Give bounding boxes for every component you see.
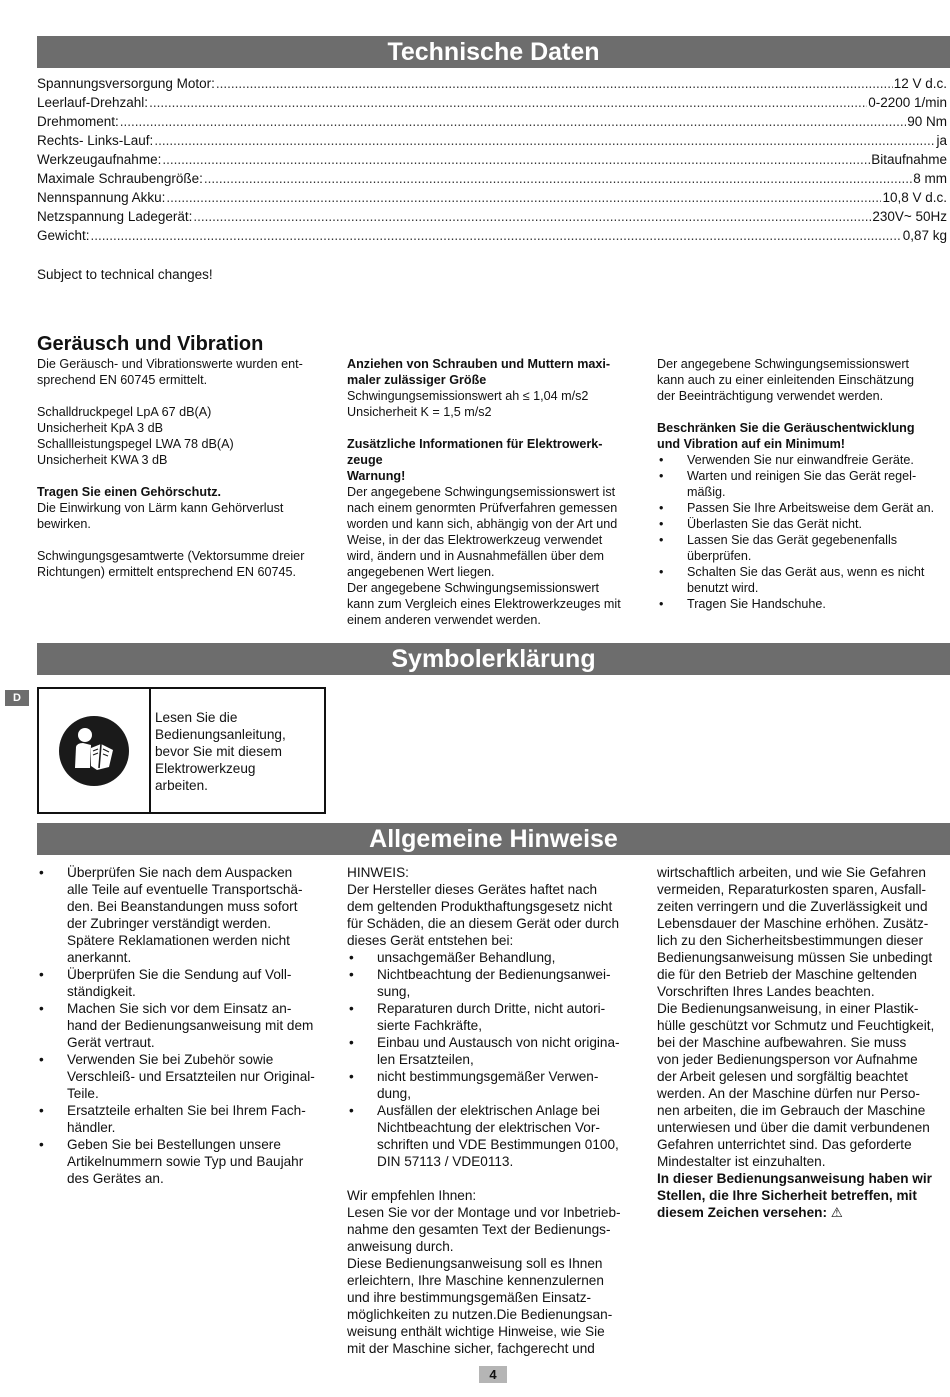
text-line: weisung enthält wichtige Hinweise, wie Sie xyxy=(347,1324,605,1339)
bullet: • xyxy=(39,1052,44,1067)
list-item-text: benutzt wird. xyxy=(687,581,759,595)
text-line: wirtschaftlich arbeiten, und wie Sie Gefahren xyxy=(657,865,926,880)
list-item xyxy=(657,564,950,596)
bullet: • xyxy=(659,501,664,515)
list-item-text: len Ersatzteilen, xyxy=(377,1052,474,1067)
list-item xyxy=(37,864,332,966)
list-item-text: DIN 57113 / VDE0113. xyxy=(377,1154,514,1169)
dot-leader xyxy=(91,228,902,243)
text-line: worden und kann sich, abhängig von der Art und xyxy=(347,517,618,531)
text-line: Der angegebene Schwingungsemissionswert xyxy=(347,581,600,595)
list-item xyxy=(347,949,647,966)
list-item-text: Machen Sie sich vor dem Einsatz an- xyxy=(67,1001,292,1016)
noise-column-1 xyxy=(37,356,327,580)
list-item-text: Überprüfen Sie die Sendung auf Voll- xyxy=(67,967,292,982)
text-line xyxy=(347,452,642,468)
spec-value: Bitaufnahme xyxy=(871,152,947,167)
text-line: nahme den gesamten Text der Bedienungs- xyxy=(347,1222,611,1237)
text-line xyxy=(657,436,950,452)
list-item-text: mäßig. xyxy=(687,485,726,499)
bold-line: Stellen, die Ihre Sicherheit betreffen, mit xyxy=(657,1188,917,1203)
text-line: Die Bedienungsanweisung, in einer Plastik- xyxy=(657,1001,919,1016)
text-line: Bedienungsanweisung müssen Sie unbedingt xyxy=(657,950,933,965)
text-line: mit der Maschine sicher, fachgerecht und xyxy=(347,1341,595,1356)
list-item-text: Teile. xyxy=(67,1086,99,1101)
list-item-text: alle Teile auf eventuelle Transportschä- xyxy=(67,882,303,897)
list-item xyxy=(657,500,950,516)
dot-leader xyxy=(166,190,881,205)
spec-label: Spannungsversorgung Motor: xyxy=(37,76,215,91)
bullet: • xyxy=(39,1137,44,1152)
list-item xyxy=(657,532,950,564)
text-line: Richtungen) ermittelt entsprechend EN 60745. xyxy=(37,565,297,579)
spec-row xyxy=(37,209,947,228)
text-line: dem geltenden Produkthaftungsgesetz nicht xyxy=(347,899,613,914)
spec-row xyxy=(37,190,947,209)
spec-value: ja xyxy=(936,133,947,148)
general-column-3 xyxy=(657,864,950,1221)
text-line: Weise, in der das Elektrowerkzeug verwendet xyxy=(347,533,603,547)
list-item-text: Überprüfen Sie nach dem Auspacken xyxy=(67,865,293,880)
text-line: Lesen Sie vor der Montage und vor Inbetrieb- xyxy=(347,1205,621,1220)
text-line: Schalldruckpegel LpA 67 dB(A) xyxy=(37,405,212,419)
bullet: • xyxy=(39,1103,44,1118)
list-item-text: Überlasten Sie das Gerät nicht. xyxy=(687,517,863,531)
bold-line: Anziehen von Schrauben und Muttern maxi- xyxy=(347,357,611,371)
text-line: Die Einwirkung von Lärm kann Gehörverlust xyxy=(37,501,284,515)
spec-value: 90 Nm xyxy=(907,114,947,129)
bullet: • xyxy=(39,1001,44,1016)
bullet: • xyxy=(349,1069,354,1084)
list-item-text: hand der Bedienungsanweisung mit dem xyxy=(67,1018,314,1033)
text-line xyxy=(347,356,642,372)
spec-value: 12 V d.c. xyxy=(893,76,947,91)
text-line: Schwingungsgesamtwerte (Vektorsumme dreier xyxy=(37,549,305,563)
text-line: vermeiden, Reparaturkosten sparen, Ausfall- xyxy=(657,882,926,897)
spec-row xyxy=(37,171,947,190)
list-item-text: unsachgemäßer Behandlung, xyxy=(377,950,556,965)
list-item-text: Schalten Sie das Gerät aus, wenn es nicht xyxy=(687,565,925,579)
dot-leader xyxy=(149,95,867,110)
bold-line: Warnung! xyxy=(347,469,406,483)
symbol-icon-cell xyxy=(39,689,151,812)
text-line: Unsicherheit KWA 3 dB xyxy=(37,453,168,467)
bullet: • xyxy=(659,453,664,467)
symbol-description xyxy=(155,709,315,794)
text-line xyxy=(657,420,950,436)
noise-heading: Geräusch und Vibration xyxy=(37,333,264,355)
text-line: nach einem genormten Prüfverfahren gemessen xyxy=(347,501,618,515)
hearing-protection-warning: Tragen Sie einen Gehörschutz. xyxy=(37,485,222,499)
text-line xyxy=(347,468,642,484)
list-item-text: Ausfällen der elektrischen Anlage bei xyxy=(377,1103,600,1118)
text-line: Lesen Sie die xyxy=(155,710,238,725)
bold-line: maler zulässiger Größe xyxy=(347,373,487,387)
text-line: Der Hersteller dieses Gerätes haftet nach xyxy=(347,882,598,897)
language-tab: D xyxy=(5,690,29,706)
spec-value: 230V~ 50Hz xyxy=(872,209,947,224)
text-line: für Schäden, die an diesem Gerät oder durch xyxy=(347,916,620,931)
list-item xyxy=(37,966,332,1000)
list-item-text: den. Bei Beanstandungen muss sofort xyxy=(67,899,298,914)
list-item-text: schriften und VDE Bestimmungen 0100, xyxy=(377,1137,619,1152)
list-item xyxy=(657,596,950,612)
text-line xyxy=(347,372,642,388)
dot-leader xyxy=(154,133,935,148)
page-number: 4 xyxy=(479,1366,507,1383)
text-line: bei der Maschine aufbewahren. Sie muss xyxy=(657,1035,907,1050)
spec-value: 10,8 V d.c. xyxy=(882,190,947,205)
dot-leader xyxy=(120,114,906,129)
text-line: arbeiten. xyxy=(155,778,208,793)
spec-label: Nennspannung Akku: xyxy=(37,190,166,205)
list-item-text: dung, xyxy=(377,1086,412,1101)
list-item-text: überprüfen. xyxy=(687,549,752,563)
text-line: Mindestalter ist einzuhalten. xyxy=(657,1154,826,1169)
noise-column-3 xyxy=(657,356,950,612)
section-heading-technical-data: Technische Daten xyxy=(37,36,950,68)
dot-leader xyxy=(162,152,870,167)
bullet: • xyxy=(659,565,664,579)
spec-label: Maximale Schraubengröße: xyxy=(37,171,203,186)
text-line xyxy=(657,1170,950,1187)
section-heading-general-notes: Allgemeine Hinweise xyxy=(37,823,950,855)
bold-line: Beschränken Sie die Geräuschentwicklung xyxy=(657,421,915,435)
spec-label: Gewicht: xyxy=(37,228,90,243)
dot-leader xyxy=(216,76,893,91)
bold-line: diesem Zeichen versehen: xyxy=(657,1205,827,1220)
text-line: sprechend EN 60745 ermittelt. xyxy=(37,373,208,387)
spec-label: Werkzeugaufnahme: xyxy=(37,152,162,167)
text-line: Der angegebene Schwingungsemissionswert xyxy=(657,357,910,371)
text-line: Die Geräusch- und Vibrationswerte wurden ent- xyxy=(37,357,303,371)
list-item-text: anerkannt. xyxy=(67,950,132,965)
bullet: • xyxy=(659,597,664,611)
bullet: • xyxy=(349,950,354,965)
spec-value: 0,87 kg xyxy=(902,228,947,243)
list-item-text: sierte Fachkräfte, xyxy=(377,1018,483,1033)
list-item xyxy=(37,1136,332,1187)
text-line: Elektrowerkzeug xyxy=(155,761,256,776)
spec-row xyxy=(37,95,947,114)
list-item-text: Nichtbeachtung der Bedienungsanwei- xyxy=(377,967,611,982)
noise-column-2 xyxy=(347,356,642,628)
list-item-text: Einbau und Austausch von nicht origina- xyxy=(377,1035,620,1050)
text-line: der Beeinträchtigung verwendet werden. xyxy=(657,389,884,403)
list-item-text: Spätere Reklamationen werden nicht xyxy=(67,933,290,948)
read-manual-icon xyxy=(57,714,131,788)
text-line: Diese Bedienungsanweisung soll es Ihnen xyxy=(347,1256,603,1271)
text-line xyxy=(657,1187,950,1204)
bullet: • xyxy=(659,517,664,531)
text-line: und ihre bestimmungsgemäßen Einsatz- xyxy=(347,1290,592,1305)
text-line: anweisung durch. xyxy=(347,1239,454,1254)
list-item-text: Nichtbeachtung der elektrischen Vor- xyxy=(377,1120,600,1135)
list-item-text: sung, xyxy=(377,984,411,999)
text-line: Vorschriften Ihres Landes beachten. xyxy=(657,984,875,999)
list-item xyxy=(347,966,647,1000)
text-line: Schallleistungspegel LWA 78 dB(A) xyxy=(37,437,234,451)
list-item xyxy=(347,1034,647,1068)
text-line: von jeder Bedienungsperson vor Aufnahme xyxy=(657,1052,918,1067)
text-line: Bedienungsanleitung, xyxy=(155,727,286,742)
warning-triangle-icon: ⚠ xyxy=(830,1205,843,1220)
bullet: • xyxy=(349,967,354,982)
text-line: nen arbeiten, die im Gebrauch der Maschine xyxy=(657,1103,926,1118)
text-line: kann auch zu einer einleitenden Einschätzung xyxy=(657,373,914,387)
spec-value: 0-2200 1/min xyxy=(868,95,947,110)
bold-line: Zusätzliche Informationen für Elektrowerk- xyxy=(347,437,603,451)
text-line: Unsicherheit KpA 3 dB xyxy=(37,421,164,435)
text-line: der Arbeit gelesen und sorgfältig beachtet xyxy=(657,1069,908,1084)
list-item-text: Gerät vertraut. xyxy=(67,1035,155,1050)
list-item-text: der Zubringer verständigt werden. xyxy=(67,916,272,931)
text-line: Gefahren unterrichtet sind. Das geforderte xyxy=(657,1137,912,1152)
text-line: dieses Gerät entstehen bei: xyxy=(347,933,514,948)
dot-leader xyxy=(204,171,912,186)
text-line xyxy=(347,436,642,452)
text-line: angegebenen Wert liegen. xyxy=(347,565,495,579)
list-item xyxy=(347,1102,647,1170)
text-line: lich zu den Sicherheitsbestimmungen dieser xyxy=(657,933,923,948)
bullet: • xyxy=(659,469,664,483)
technical-changes-note: Subject to technical changes! xyxy=(37,267,213,282)
list-item-text: Warten und reinigen Sie das Gerät regel- xyxy=(687,469,917,483)
text-line: HINWEIS: xyxy=(347,865,409,880)
text-line: bewirken. xyxy=(37,517,91,531)
list-item-text: Artikelnummern sowie Typ und Baujahr xyxy=(67,1154,304,1169)
spec-row xyxy=(37,228,947,247)
text-line: wird, ändern und in Ausnahmefällen über dem xyxy=(347,549,604,563)
text-line: Unsicherheit K = 1,5 m/s2 xyxy=(347,405,492,419)
section-heading-symbols: Symbolerklärung xyxy=(37,643,950,675)
list-item-text: Ersatzteile erhalten Sie bei Ihrem Fach- xyxy=(67,1103,306,1118)
spec-value: 8 mm xyxy=(913,171,947,186)
list-item xyxy=(37,1051,332,1102)
spec-row xyxy=(37,152,947,171)
bold-line: In dieser Bedienungsanweisung haben wir xyxy=(657,1171,932,1186)
text-line: Schwingungsemissionswert ah ≤ 1,04 m/s2 xyxy=(347,389,589,403)
text-line: erleichtern, Ihre Maschine kennenzulernen xyxy=(347,1273,604,1288)
text-line xyxy=(37,484,327,500)
general-column-2 xyxy=(347,864,647,1357)
bold-line: zeuge xyxy=(347,453,383,467)
list-item-text: händler. xyxy=(67,1120,116,1135)
spec-label: Rechts- Links-Lauf: xyxy=(37,133,154,148)
bullet: • xyxy=(349,1103,354,1118)
bold-line: und Vibration auf ein Minimum! xyxy=(657,437,845,451)
list-item xyxy=(37,1102,332,1136)
list-item-text: Verschleiß- und Ersatzteilen nur Original- xyxy=(67,1069,315,1084)
bullet: • xyxy=(39,865,44,880)
text-line xyxy=(657,1204,950,1221)
text-line: zeiten verringern und die Zuverlässigkeit und xyxy=(657,899,928,914)
bullet: • xyxy=(659,533,664,547)
symbol-table xyxy=(37,687,326,814)
text-line: werden. An der Maschine dürfen nur Perso- xyxy=(657,1086,920,1101)
list-item-text: Lassen Sie das Gerät gegebenenfalls xyxy=(687,533,898,547)
list-item-text: Reparaturen durch Dritte, nicht autori- xyxy=(377,1001,606,1016)
spec-row xyxy=(37,114,947,133)
text-line: unterwiesen und über die damit verbundenen xyxy=(657,1120,930,1135)
general-column-1 xyxy=(37,864,332,1187)
list-item xyxy=(347,1068,647,1102)
text-line: die für den Betrieb der Maschine geltenden xyxy=(657,967,917,982)
list-item-text: Tragen Sie Handschuhe. xyxy=(687,597,826,611)
list-item-text: nicht bestimmungsgemäßer Verwen- xyxy=(377,1069,599,1084)
text-line: hülle geschützt vor Schmutz und Feuchtigkeit, xyxy=(657,1018,935,1033)
bullet: • xyxy=(349,1035,354,1050)
text-line: Der angegebene Schwingungsemissionswert ist xyxy=(347,485,616,499)
list-item-text: Verwenden Sie nur einwandfreie Geräte. xyxy=(687,453,914,467)
text-line: Wir empfehlen Ihnen: xyxy=(347,1188,477,1203)
list-item-text: des Gerätes an. xyxy=(67,1171,164,1186)
list-item-text: Verwenden Sie bei Zubehör sowie xyxy=(67,1052,274,1067)
spec-label: Leerlauf-Drehzahl: xyxy=(37,95,149,110)
text-line: möglichkeiten zu nutzen.Die Bedienungsan- xyxy=(347,1307,613,1322)
text-line: kann zum Vergleich eines Elektrowerkzeuges mit xyxy=(347,597,621,611)
list-item xyxy=(657,468,950,500)
bullet: • xyxy=(349,1001,354,1016)
list-item-text: Geben Sie bei Bestellungen unsere xyxy=(67,1137,281,1152)
list-item xyxy=(37,1000,332,1051)
list-item xyxy=(657,452,950,468)
text-line: Lebensdauer der Maschine erhöhen. Zusätz- xyxy=(657,916,929,931)
list-item-text: ständigkeit. xyxy=(67,984,136,999)
spec-row xyxy=(37,133,947,152)
list-item-text: Passen Sie Ihre Arbeitsweise dem Gerät an. xyxy=(687,501,935,515)
spec-label: Netzspannung Ladegerät: xyxy=(37,209,193,224)
bullet: • xyxy=(39,967,44,982)
list-item xyxy=(657,516,950,532)
list-item xyxy=(347,1000,647,1034)
dot-leader xyxy=(193,209,871,224)
text-line: einem anderen verwendet werden. xyxy=(347,613,541,627)
spec-label: Drehmoment: xyxy=(37,114,119,129)
text-line: bevor Sie mit diesem xyxy=(155,744,282,759)
spec-row xyxy=(37,76,947,95)
